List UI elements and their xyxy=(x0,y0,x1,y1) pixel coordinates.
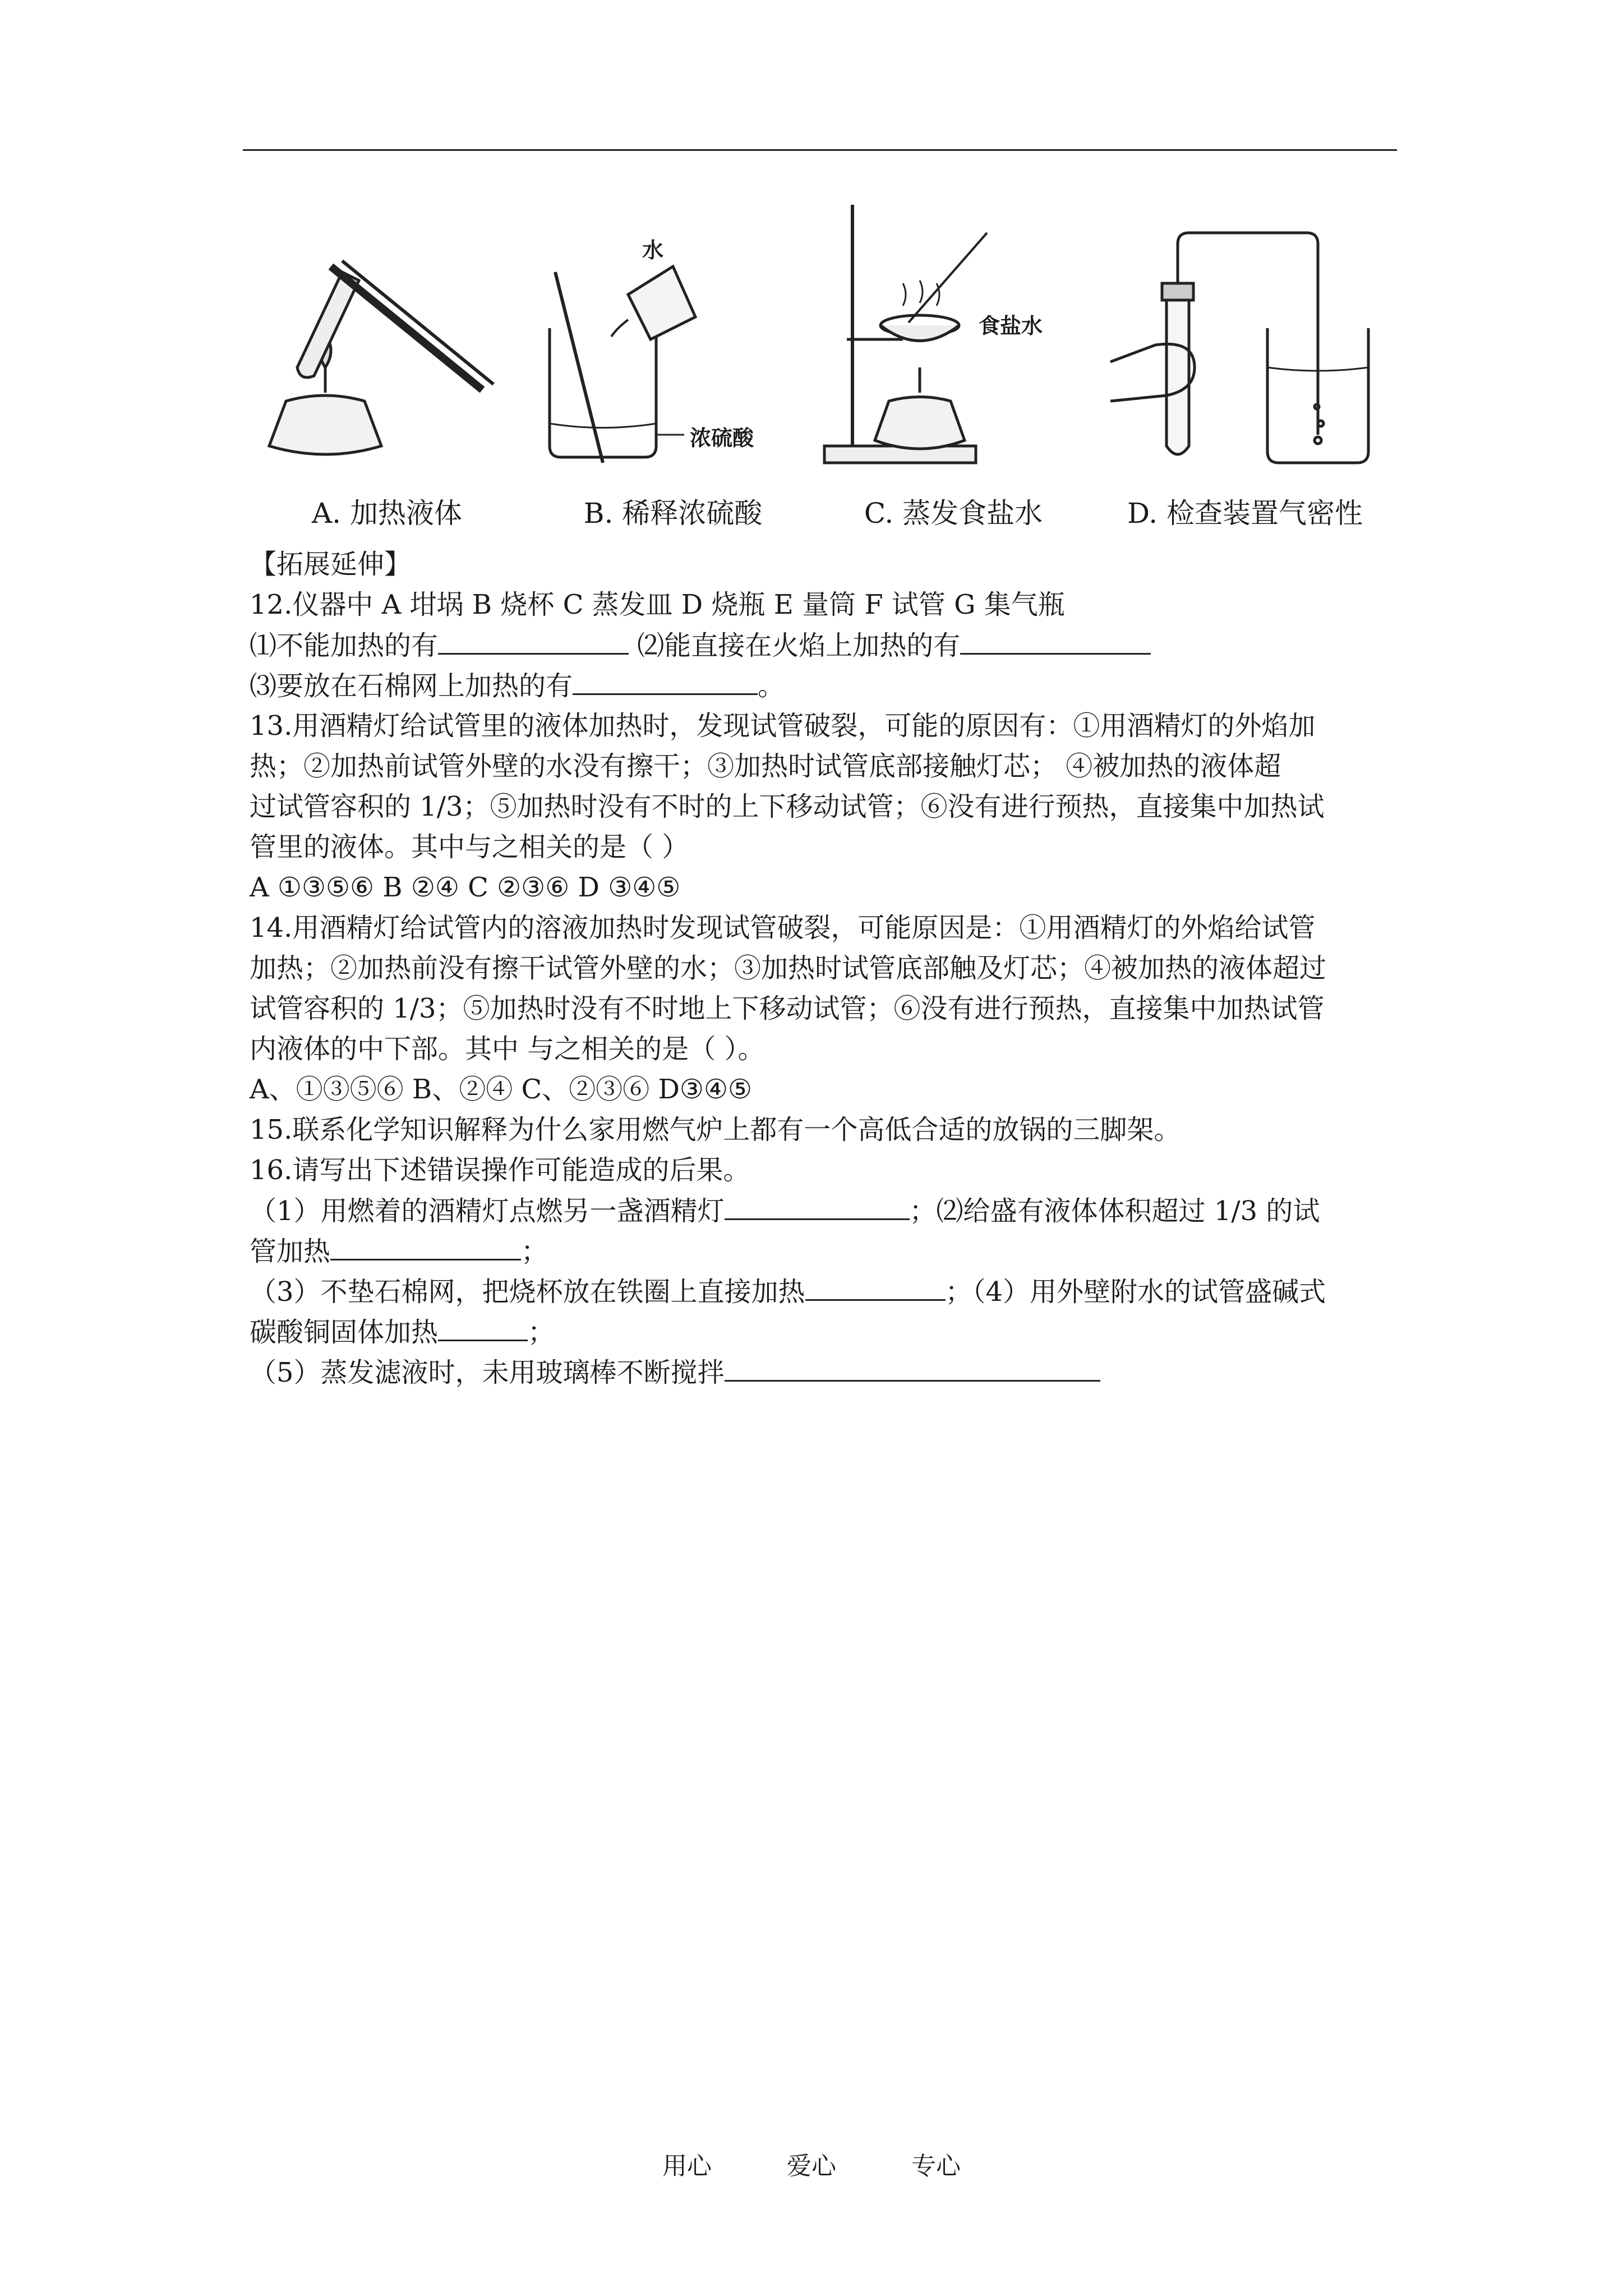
figure-a-caption: A. 加热液体 xyxy=(312,497,462,530)
q12-part-3-end: 。 xyxy=(758,670,785,702)
figure-d xyxy=(1105,199,1385,536)
q13-line-2: 热；②加热前试管外壁的水没有擦干；③加热时试管底部接触灯芯； ④被加热的液体超 xyxy=(250,751,1281,782)
header-rule xyxy=(243,149,1397,151)
q16-part-5: （5）蒸发滤液时，未用玻璃棒不断搅拌 xyxy=(250,1357,725,1388)
q16-blank-5[interactable] xyxy=(725,1352,1100,1382)
q12-part-3: ⑶要放在石棉网上加热的有 xyxy=(250,670,573,702)
saltwater-label: 食盐水 xyxy=(979,313,1043,338)
q16-part-1-end: ；⑵给盛有液体体积超过 1/3 的试 xyxy=(909,1195,1320,1227)
q16-line-3 xyxy=(250,1271,1326,1312)
sulfuric-acid-label: 浓硫酸 xyxy=(690,425,754,450)
q15-text: 15.联系化学知识解释为什么家用燃气炉上都有一个高低合适的放锅的三脚架。 xyxy=(250,1114,1181,1145)
q16-part-2-end: ； xyxy=(521,1236,548,1267)
footer-item-3: 专心 xyxy=(911,2152,961,2180)
q16-part-4: 碳酸铜固体加热 xyxy=(250,1317,439,1348)
footer-item-2: 爱心 xyxy=(787,2152,836,2180)
q16-line-5 xyxy=(250,1352,1100,1392)
figure-d-caption: D. 检查装置气密性 xyxy=(1127,497,1363,530)
q16-blank-4[interactable] xyxy=(438,1312,528,1341)
q16-part-2: 管加热 xyxy=(250,1236,331,1267)
q16-part-3-end: ；（4）用外壁附水的试管盛碱式 xyxy=(945,1276,1326,1308)
q16-stem: 16.请写出下述错误操作可能造成的后果。 xyxy=(250,1154,750,1186)
footer-item-1: 用心 xyxy=(662,2152,712,2180)
apparatus-figures xyxy=(247,199,1408,536)
q14-line-3: 试管容积的 1/3；⑤加热时没有不时地上下移动试管；⑥没有进行预热，直接集中加热试管 xyxy=(250,993,1325,1024)
q16-blank-2[interactable] xyxy=(330,1231,521,1260)
figure-b-caption: B. 稀释浓硫酸 xyxy=(583,497,763,530)
q12-part-2: ⑵能直接在火焰上加热的有 xyxy=(637,630,961,661)
q13-line-3: 过试管容积的 1/3；⑤加热时没有不时的上下移动试管；⑥没有进行预热，直接集中加热试 xyxy=(250,791,1325,822)
figure-a xyxy=(247,199,527,536)
q16-line-2 xyxy=(250,1231,548,1271)
q12-blank-2[interactable] xyxy=(960,625,1151,655)
q12-stem: 12.仪器中 A 坩埚 B 烧杯 C 蒸发皿 D 烧瓶 E 量筒 F 试管 G 集气瓶 xyxy=(250,589,1065,620)
q13-options: A ①③⑤⑥ B ②④ C ②③⑥ D ③④⑤ xyxy=(250,872,681,903)
dilute-acid-illustration xyxy=(533,199,813,480)
q14-line-2: 加热；②加热前没有擦干试管外壁的水；③加热时试管底部触及灯芯；④被加热的液体超过 xyxy=(250,953,1327,984)
q16-blank-3[interactable] xyxy=(805,1271,946,1301)
q12-blank-1[interactable] xyxy=(438,625,629,655)
q16-line-4 xyxy=(250,1312,555,1352)
heating-liquid-illustration xyxy=(247,199,527,480)
q14-line-1: 14.用酒精灯给试管内的溶液加热时发现试管破裂，可能原因是：①用酒精灯的外焰给试管 xyxy=(250,912,1316,944)
q12-blank-3[interactable] xyxy=(573,665,758,695)
q16-line-1 xyxy=(250,1190,1320,1231)
q14-options: A、①③⑤⑥ B、②④ C、②③⑥ D③④⑤ xyxy=(250,1074,753,1105)
q16-part-4-end: ； xyxy=(528,1317,555,1348)
q16-part-3: （3）不垫石棉网，把烧杯放在铁圈上直接加热 xyxy=(250,1276,805,1308)
q16-part-1: （1）用燃着的酒精灯点燃另一盏酒精灯 xyxy=(250,1195,725,1227)
q13-line-1: 13.用酒精灯给试管里的液体加热时，发现试管破裂，可能的原因有：①用酒精灯的外焰加 xyxy=(250,710,1316,742)
q14-line-4: 内液体的中下部。其中 与之相关的是（ ）。 xyxy=(250,1033,765,1065)
section-title: 【拓展延伸】 xyxy=(250,549,412,580)
evaporation-illustration xyxy=(813,199,1094,480)
figure-c xyxy=(813,199,1094,536)
q12-part-3-line xyxy=(250,665,785,706)
q13-line-4: 管里的液体。其中与之相关的是（ ） xyxy=(250,831,689,863)
airtightness-check-illustration xyxy=(1105,199,1385,480)
page-footer xyxy=(0,2146,1623,2182)
q12-parts-1-2 xyxy=(250,625,1151,665)
q16-blank-1[interactable] xyxy=(725,1190,910,1220)
water-label: 水 xyxy=(642,237,664,263)
figure-c-caption: C. 蒸发食盐水 xyxy=(864,497,1043,530)
figure-b xyxy=(533,199,813,536)
q12-part-1: ⑴不能加热的有 xyxy=(250,630,439,661)
